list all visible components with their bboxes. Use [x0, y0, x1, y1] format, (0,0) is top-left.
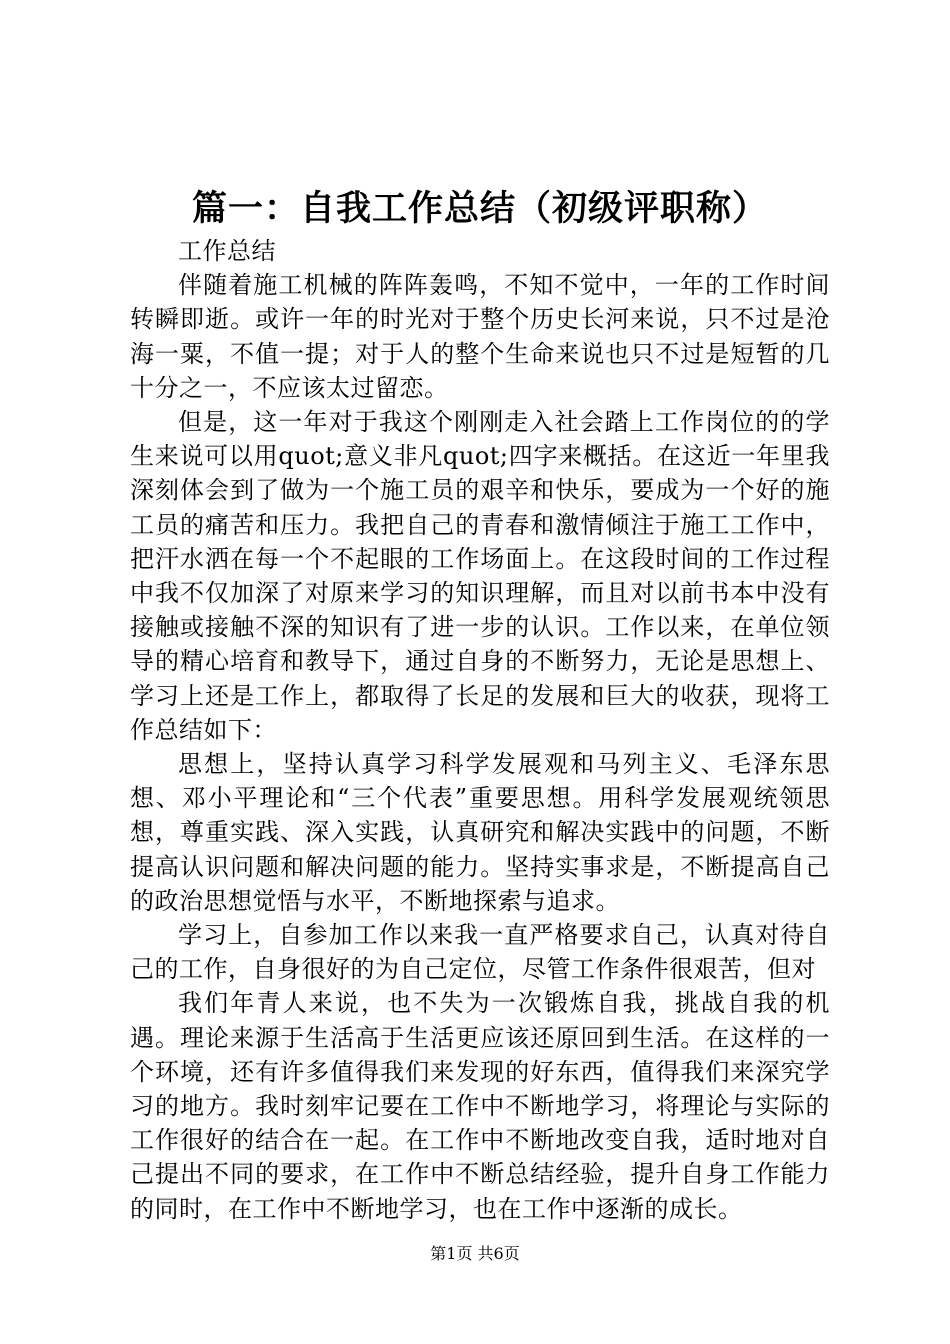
- paragraph: 思想上，坚持认真学习科学发展观和马列主义、毛泽东思想、邓小平理论和“三个代表”重要思想。用科学发展观统领思想，尊重实践、深入实践，认真研究和解决实践中的问题，不断提高认识问题和解决问题的能力。坚持实事求是，不断提高自己的政治思想觉悟与水平，不断地探索与追求。: [130, 750, 830, 915]
- document-body: [130, 234, 830, 1226]
- document-title: 篇一：自我工作总结（初级评职称）: [191, 188, 768, 229]
- paragraph: 我们年青人来说，也不失为一次锻炼自我，挑战自我的机遇。理论来源于生活高于生活更应该还原回到生活。在这样的一个环境，还有许多值得我们来发现的好东西，值得我们来深究学习的地方。我时刻牢记要在工作中不断地学习，将理论与实际的工作很好的结合在一起。在工作中不断地改变自我，适时地对自己提出不同的要求，在工作中不断总结经验，提升自身工作能力的同时，在工作中不断地学习，也在工作中逐渐的成长。: [130, 989, 830, 1223]
- paragraph-heading: 工作总结: [178, 237, 276, 265]
- page-footer: 第1页 共6页: [430, 1244, 520, 1263]
- paragraph: 学习上，自参加工作以来我一直严格要求自己，认真对待自己的工作，自身很好的为自己定位，尽管工作条件很艰苦，但对: [130, 921, 830, 984]
- paragraph: 伴随着施工机械的阵阵轰鸣，不知不觉中，一年的工作时间转瞬即逝。或许一年的时光对于整个历史长河来说，只不过是沧海一粟，不值一提；对于人的整个生命来说也只不过是短暂的几十分之一，不应该太过留恋。: [130, 271, 830, 402]
- paragraph: 但是，这一年对于我这个刚刚走入社会踏上工作岗位的的学生来说可以用quot;意义非凡quot;四字来概括。在这近一年里我深刻体会到了做为一个施工员的艰辛和快乐，要成为一个好的施工员的痛苦和压力。我把自己的青春和激情倾注于施工工作中，把汗水洒在每一个不起眼的工作场面上。在这段时间的工作过程中我不仅加深了对原来学习的知识理解，而且对以前书本中没有接触或接触不深的知识有了进一步的认识。工作以来，在单位领导的精心培育和教导下，通过自身的不断努力，无论是思想上、学习上还是工作上，都取得了长足的发展和巨大的收获，现将工作总结如下：: [130, 408, 830, 744]
